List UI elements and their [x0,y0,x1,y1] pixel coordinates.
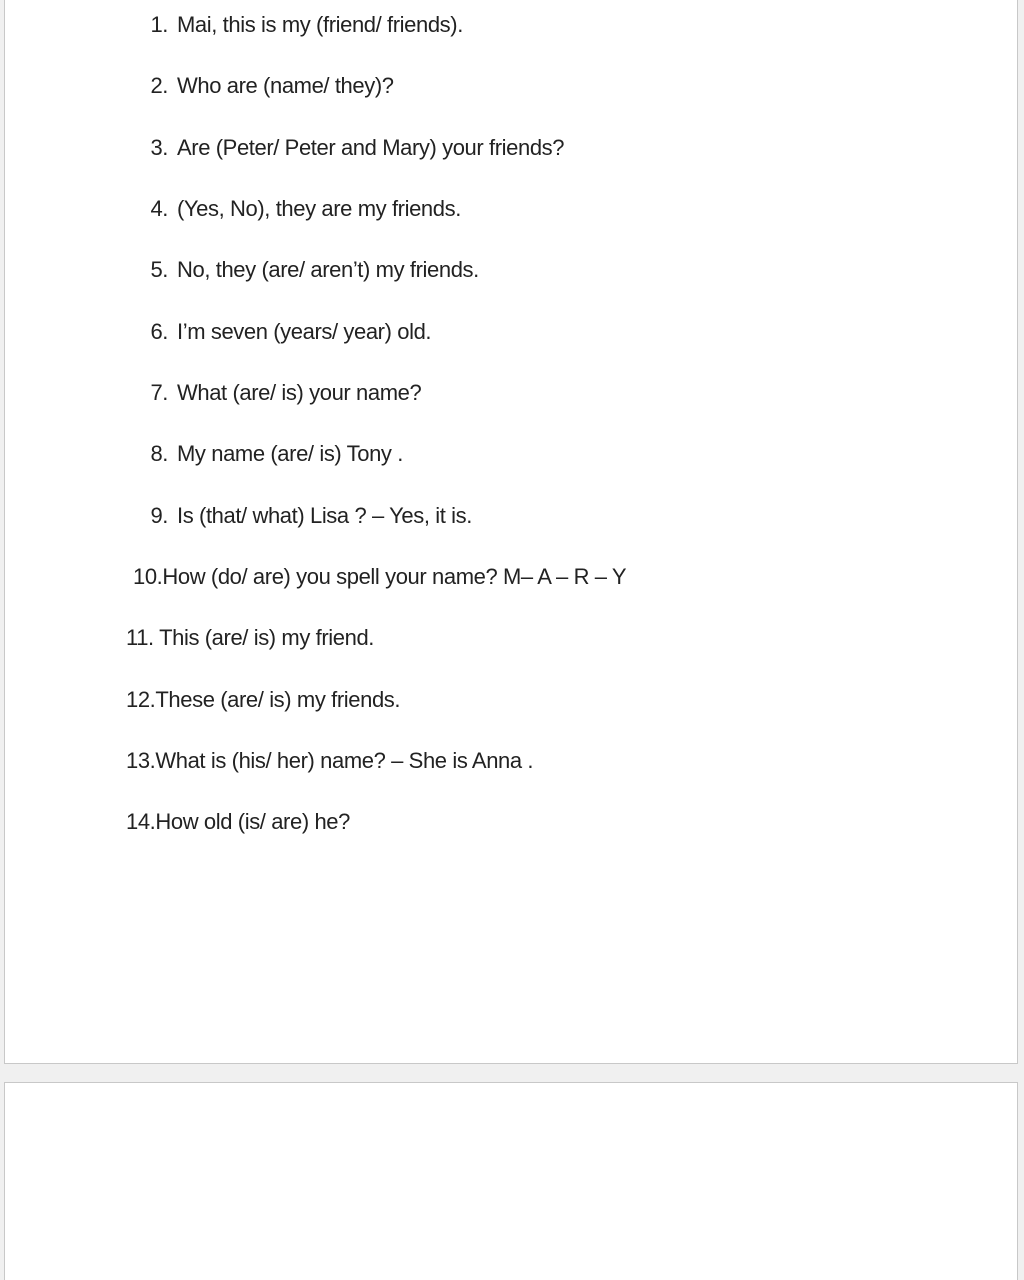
item-number: 12. [126,687,156,712]
item-number: 6. [150,319,168,344]
list-item [126,317,431,347]
item-number: 9. [150,503,168,528]
list-item [126,194,461,224]
item-number: 10. [133,564,163,589]
item-number: 7. [150,380,168,405]
list-item [126,623,374,653]
list-item [126,807,350,837]
item-number: 14. [126,809,156,834]
list-item [126,439,403,469]
item-number: 13. [126,748,156,773]
item-number: 5. [150,257,168,282]
list-item [126,685,400,715]
list-item [126,10,463,40]
item-text: This (are/ is) my friend. [153,625,375,650]
item-number: 11. [126,625,154,650]
list-item [126,501,472,531]
item-text: Mai, this is my (friend/ friends). [177,12,463,37]
item-text: (Yes, No), they are my friends. [177,196,461,221]
list-item [126,746,533,776]
item-text: No, they (are/ aren’t) my friends. [177,257,479,282]
list-item [126,255,479,285]
document-page-2 [4,1082,1018,1280]
list-item [133,562,626,592]
item-text: How (do/ are) you spell your name? M– A – R – Y [162,564,627,589]
item-text: What (are/ is) your name? [177,380,422,405]
document-page-1 [4,0,1018,1064]
item-text: How old (is/ are) he? [155,809,350,834]
item-text: Is (that/ what) Lisa ? – Yes, it is. [177,503,472,528]
item-number: 4. [150,196,168,221]
item-number: 1. [150,12,168,37]
list-item [126,378,421,408]
item-text: What is (his/ her) name? – She is Anna . [155,748,534,773]
exercise-list [5,0,1017,1063]
item-text: Who are (name/ they)? [177,73,394,98]
item-number: 2. [150,73,168,98]
item-text: My name (are/ is) Tony . [177,441,403,466]
item-text: I’m seven (years/ year) old. [177,319,432,344]
item-number: 3. [150,135,168,160]
list-item [126,71,394,101]
list-item [126,133,564,163]
item-text: Are (Peter/ Peter and Mary) your friends? [177,135,565,160]
item-number: 8. [150,441,168,466]
item-text: These (are/ is) my friends. [155,687,401,712]
